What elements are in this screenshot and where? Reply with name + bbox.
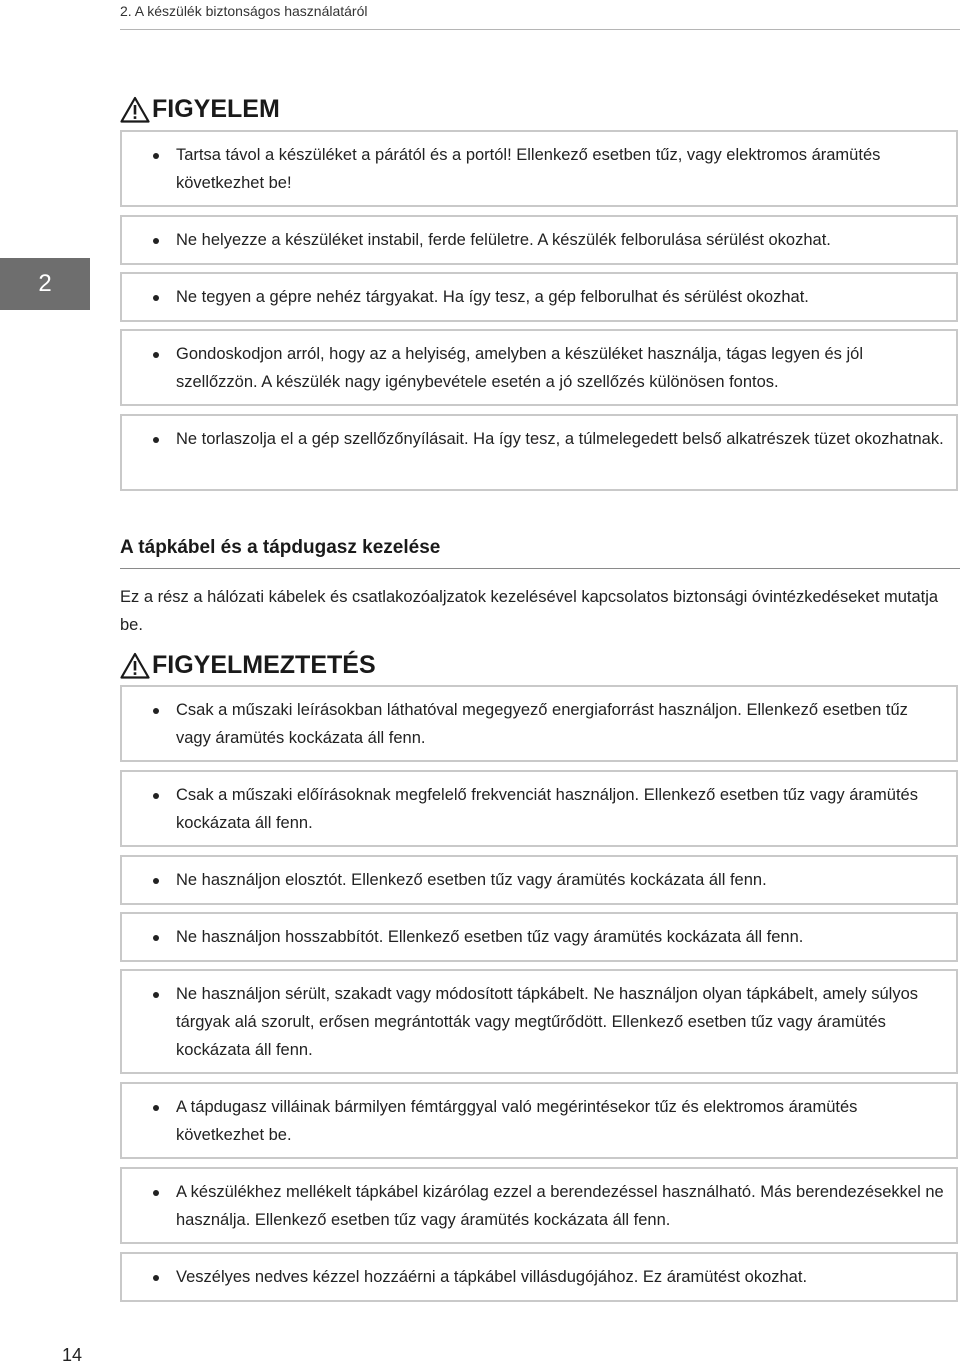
bullet-icon [153,708,159,714]
caution-item-text: Ne torlaszolja el a gép szellőzőnyílásait. Ha így tesz, a túlmelegedett belső alkatrészek tüzet okozhatnak. [176,430,944,448]
warning-item-text: Ne használjon sérült, szakadt vagy módosított tápkábelt. Ne használjon olyan tápkábelt, amely súlyos tárgyak alá szorult, erősen megrántották vagy megtűrődött. Ellenkező esetben tűz vagy áramütés kockázata áll fenn. [176,985,918,1059]
header-divider [120,29,960,30]
warning-item-box [120,770,958,847]
bullet-icon [153,878,159,884]
bullet-icon [153,1275,159,1281]
section-title: A tápkábel és a tápdugasz kezelése [120,537,441,558]
caution-heading-label: FIGYELEM [152,95,280,123]
warning-heading-label: FIGYELMEZTETÉS [152,651,376,679]
caution-item-box [120,272,958,322]
warning-triangle-icon [120,652,150,679]
bullet-icon [153,437,159,443]
bullet-icon [153,1190,159,1196]
caution-item-text: Gondoskodjon arról, hogy az a helyiség, amelyben a készüléket használja, tágas legyen és jól szellőzzön. A készülék nagy igénybevétele esetén a jó szellőzés különösen fontos. [176,345,863,391]
bullet-icon [153,153,159,159]
warning-item-box [120,1082,958,1159]
caution-item-text: Tartsa távol a készüléket a párától és a portól! Ellenkező esetben tűz, vagy elektromos áramütés következhet be! [176,146,881,192]
caution-item-box [120,414,958,491]
bullet-icon [153,352,159,358]
bullet-icon [153,935,159,941]
warning-item-text: Ne használjon hosszabbítót. Ellenkező esetben tűz vagy áramütés kockázata áll fenn. [176,928,804,946]
bullet-icon [153,295,159,301]
warning-item-text: Veszélyes nedves kézzel hozzáérni a tápkábel villásdugójához. Ez áramütést okozhat. [176,1268,808,1286]
warning-item-box [120,855,958,905]
caution-item-text: Ne helyezze a készüléket instabil, ferde felületre. A készülék felborulása sérülést okozhat. [176,231,831,249]
running-header: 2. A készülék biztonságos használatáról [120,3,368,19]
caution-item-text: Ne tegyen a gépre nehéz tárgyakat. Ha így tesz, a gép felborulhat és sérülést okozhat. [176,288,809,306]
caution-item-box [120,329,958,406]
caution-item-box [120,130,958,207]
warning-item-box [120,1252,958,1302]
warning-item-box [120,1167,958,1244]
warning-item-text: A tápdugasz villáinak bármilyen fémtárggyal való megérintésekor tűz és elektromos áramütés következhet be. [176,1098,858,1144]
bullet-icon [153,992,159,998]
warning-triangle-icon [120,96,150,123]
warning-item-text: Csak a műszaki előírásoknak megfelelő frekvenciát használjon. Ellenkező esetben tűz vagy áramütés kockázata áll fenn. [176,786,918,832]
section-divider [120,568,960,569]
warning-heading [120,651,376,680]
warning-item-text: Ne használjon elosztót. Ellenkező esetben tűz vagy áramütés kockázata áll fenn. [176,871,767,889]
warning-item-box [120,969,958,1074]
page-number: 14 [62,1345,83,1365]
section-intro: Ez a rész a hálózati kábelek és csatlakozóaljzatok kezelésével kapcsolatos biztonsági óvintézkedéseket mutatja be. [120,588,939,634]
warning-item-text: Csak a műszaki leírásokban láthatóval megegyező energiaforrást használjon. Ellenkező esetben tűz vagy áramütés kockázata áll fenn. [176,701,908,747]
warning-item-box [120,912,958,962]
caution-item-box [120,215,958,265]
caution-heading [120,95,280,124]
chapter-tab: 2 [0,258,90,310]
warning-item-text: A készülékhez mellékelt tápkábel kizárólag ezzel a berendezéssel használható. Más berendezésekkel ne használja. Ellenkező esetben tűz vagy áramütés kockázata áll fenn. [176,1183,944,1229]
bullet-icon [153,238,159,244]
warning-item-box [120,685,958,762]
bullet-icon [153,793,159,799]
bullet-icon [153,1105,159,1111]
